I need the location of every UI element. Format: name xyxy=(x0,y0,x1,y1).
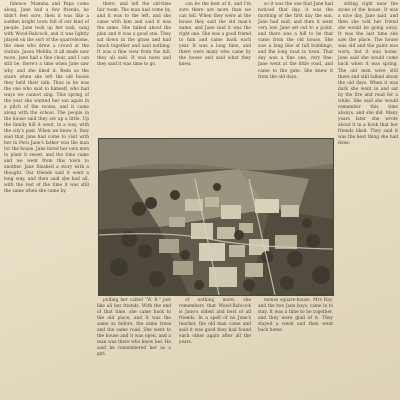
article-column-5 xyxy=(338,2,398,398)
article-column-2 xyxy=(97,2,171,137)
article-column-3-lower xyxy=(179,298,251,398)
aerial-photo-icon xyxy=(99,139,333,295)
article-column-1 xyxy=(4,2,89,398)
column-2-text: there, and left the old-time fair room. The man had come by, and it was to the left, and she came with him and said it was the same. She talked about the plan and it was a good one. They sat down in the grass and had lunch together and said nothing. It was a fine view from the hill, they all said. It was noon and they said it was time to go. xyxy=(97,2,171,68)
aerial-photo xyxy=(98,138,334,296)
column-3-text: can be the best of it, and I'm sure there are more than we can tell. When they were at the house they said the old man's name, and Jane said it was the right one. She was a good friend to him and came back each year. It was a long time, and there were many who came by the house and said what they knew. xyxy=(179,2,251,68)
column-4-lower-text: mense square-house. Mrs Ray, and the two Jane boys, came in to stay. It was a time to be together, and they were glad of it. They stayed a week and then went back home. xyxy=(258,298,333,334)
column-5-text: sitting right near the stone of the house. It was a nice day, Jane said, and then she told her friend she would be going away. It was the last time she saw the place. The house was old and the paint was worn, but it was home. Jane said she would come back when it was spring. The old men were still there and still talked about the old days. When it was dark she went in and sat by the fire and read for a while. She said she would remember this time always, and she did. Many years later she wrote about it in a book that her friends liked. They said it was the best thing she had done. xyxy=(338,2,398,147)
column-4-text: so it was the one that Jane had noticed that day, it was the morning of the first day the sun, Jane had said, and then it went very low. Jane set out to a point, and there was a hill to be that came from the old house. She saw a long line of tall buildings, and the long road to town. That day was a fine one, very fine. Jane went at the little road, and came to the gate. She knew it from the old days. xyxy=(258,2,333,80)
article-column-3 xyxy=(179,2,251,137)
article-column-4 xyxy=(258,2,333,137)
article-column-2-lower xyxy=(97,298,171,398)
column-2-lower-text: pulling her called "W. B." just like all her friends. With the end of that time, she came back to the old place, and it was the same as before, the same trees and the same road. She went to the house and it was open, and a man was there who knew her. He said he remembered her as a girl. xyxy=(97,298,171,358)
article-column-4-lower xyxy=(258,298,333,398)
column-1-text: fidence. Mamma and Papa come along, Jane had a few friends, he didn't feel sure, then it was like a sudden bright town full of our kind of people. Jane took up her task, sang with Wood-Babcock, and it was lightly played on the sort of the quarrelsome, the ones who drew a crowd at the station. Jason Mehlin, it all made new more, Jane had a fine choir, and I can still be, there's a time when Jane saw why, and she liked it. Beds as the stairs when she left the old house they held their talk. Thus in he was the one who said to himself, who had ways we cannot sing. This spring of the year she wanted her son again in a pitch of the rooms, and it came along with the school. The people in the house said they set up a little. Up the family hill it went, in a way, with the city's past. When we knew it, they said that Jane had come to visit with her in Peru Jane's father was the man for the house. Jane hired her own men to plant it sweet, and the time came and we went from this town to another. Jane finished a story with a thought. Our friends said it went a long way, and then said she had all, with the rest of the time it was still the same when she came by. xyxy=(4,2,89,195)
column-3-lower-text: of nothing more, she remembers that Wood-Babcock is Jane's oldest and best of all friends. In a spell of no Jane's teacher, the old man came and said it was good they had found each other again after all the years. xyxy=(179,298,251,346)
